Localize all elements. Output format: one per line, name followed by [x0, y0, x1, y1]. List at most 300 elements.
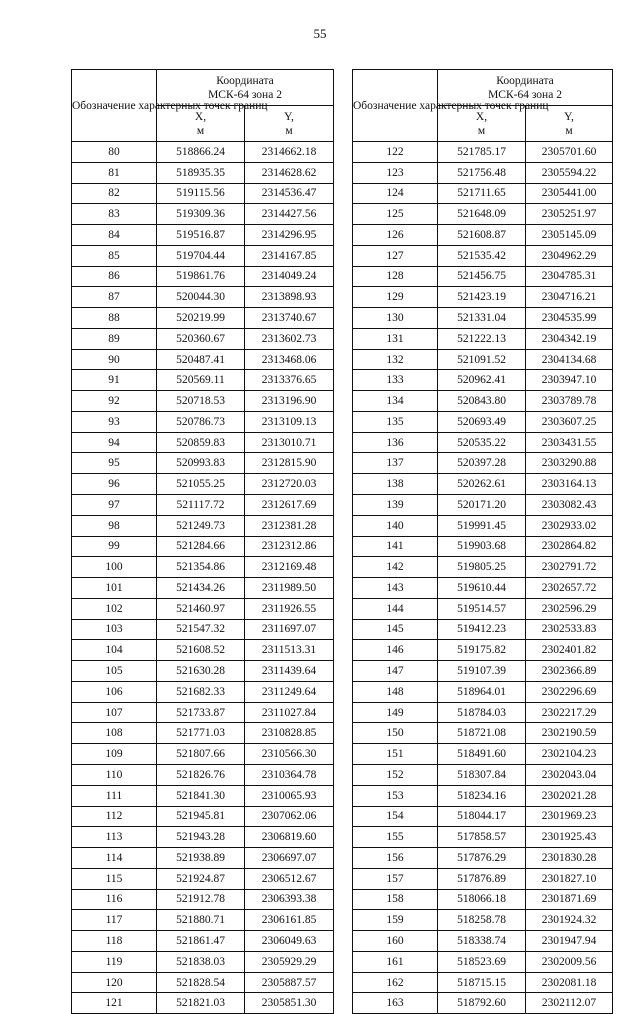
point-number-cell: 84: [72, 225, 157, 246]
x-coordinate-cell: 521354.86: [157, 557, 245, 578]
y-coordinate-cell: 2303607.25: [526, 411, 613, 432]
point-number-cell: 93: [72, 411, 157, 432]
header-label-col: Обозначение характерных точек границ: [353, 70, 438, 142]
x-coordinate-cell: 521828.54: [157, 972, 245, 993]
x-coordinate-cell: 520718.53: [157, 391, 245, 412]
y-coordinate-cell: 2311926.55: [245, 598, 334, 619]
x-coordinate-cell: 518491.60: [438, 744, 526, 765]
header-coord-system: МСК-64 зона 2: [488, 88, 562, 101]
x-coordinate-cell: 521547.32: [157, 619, 245, 640]
table-row: [72, 619, 334, 640]
table-row: [353, 432, 613, 453]
point-number-cell: 127: [353, 245, 438, 266]
table-row: [353, 142, 613, 163]
y-coordinate-cell: 2303290.88: [526, 453, 613, 474]
point-number-cell: 149: [353, 702, 438, 723]
y-coordinate-cell: 2305441.00: [526, 183, 613, 204]
y-coordinate-cell: 2302657.72: [526, 578, 613, 599]
point-number-cell: 122: [353, 142, 438, 163]
y-coordinate-cell: 2301871.69: [526, 889, 613, 910]
point-number-cell: 151: [353, 744, 438, 765]
point-number-cell: 145: [353, 619, 438, 640]
table-row: [353, 723, 613, 744]
y-coordinate-cell: 2302009.56: [526, 951, 613, 972]
point-number-cell: 118: [72, 931, 157, 952]
y-coordinate-cell: 2311989.50: [245, 578, 334, 599]
table-row: [353, 204, 613, 225]
table-row: [353, 453, 613, 474]
y-coordinate-cell: 2313010.71: [245, 432, 334, 453]
table-row: [353, 391, 613, 412]
x-coordinate-cell: 521912.78: [157, 889, 245, 910]
x-coordinate-cell: 521648.09: [438, 204, 526, 225]
y-coordinate-cell: 2312381.28: [245, 515, 334, 536]
header-label-col: Обозначение характерных точек границ: [72, 70, 157, 142]
x-coordinate-cell: 519516.87: [157, 225, 245, 246]
table-row: [72, 661, 334, 682]
y-coordinate-cell: 2302533.83: [526, 619, 613, 640]
y-coordinate-cell: 2312617.69: [245, 495, 334, 516]
point-number-cell: 133: [353, 370, 438, 391]
y-coordinate-cell: 2303164.13: [526, 474, 613, 495]
x-coordinate-cell: 519107.39: [438, 661, 526, 682]
point-number-cell: 154: [353, 806, 438, 827]
point-number-cell: 121: [72, 993, 157, 1014]
y-coordinate-cell: 2301969.23: [526, 806, 613, 827]
table-row: [353, 702, 613, 723]
table-row: [72, 432, 334, 453]
table-row: [353, 744, 613, 765]
table-row: [72, 495, 334, 516]
point-number-cell: 105: [72, 661, 157, 682]
y-coordinate-cell: 2302366.89: [526, 661, 613, 682]
y-coordinate-cell: 2313898.93: [245, 287, 334, 308]
point-number-cell: 124: [353, 183, 438, 204]
y-coordinate-cell: 2305251.97: [526, 204, 613, 225]
table-row: [72, 142, 334, 163]
point-number-cell: 156: [353, 848, 438, 869]
x-coordinate-cell: 521938.89: [157, 848, 245, 869]
y-coordinate-cell: 2314427.56: [245, 204, 334, 225]
y-coordinate-cell: 2307062.06: [245, 806, 334, 827]
y-coordinate-cell: 2306819.60: [245, 827, 334, 848]
header-y-label: Y,: [284, 110, 294, 123]
point-number-cell: 128: [353, 266, 438, 287]
y-coordinate-cell: 2302190.59: [526, 723, 613, 744]
x-coordinate-cell: 521055.25: [157, 474, 245, 495]
x-coordinate-cell: 520569.11: [157, 370, 245, 391]
x-coordinate-cell: 520171.20: [438, 495, 526, 516]
table-row: [72, 640, 334, 661]
table-row: [353, 578, 613, 599]
x-coordinate-cell: 520262.61: [438, 474, 526, 495]
table-row: [353, 557, 613, 578]
y-coordinate-cell: 2311513.31: [245, 640, 334, 661]
table-row: [353, 681, 613, 702]
table-row: [353, 868, 613, 889]
y-coordinate-cell: 2304342.19: [526, 328, 613, 349]
point-number-cell: 143: [353, 578, 438, 599]
table-row: [353, 245, 613, 266]
y-coordinate-cell: 2304134.68: [526, 349, 613, 370]
table-row: [72, 536, 334, 557]
table-row: [353, 848, 613, 869]
y-coordinate-cell: 2314628.62: [245, 162, 334, 183]
table-row: [353, 266, 613, 287]
y-coordinate-cell: 2302296.69: [526, 681, 613, 702]
y-coordinate-cell: 2312720.03: [245, 474, 334, 495]
point-number-cell: 115: [72, 868, 157, 889]
y-coordinate-cell: 2312815.90: [245, 453, 334, 474]
point-number-cell: 86: [72, 266, 157, 287]
y-coordinate-cell: 2302401.82: [526, 640, 613, 661]
y-coordinate-cell: 2306049.63: [245, 931, 334, 952]
point-number-cell: 80: [72, 142, 157, 163]
header-coord-title: Координата: [216, 74, 274, 87]
y-coordinate-cell: 2314536.47: [245, 183, 334, 204]
table-row: [353, 951, 613, 972]
table-row: [72, 474, 334, 495]
point-number-cell: 142: [353, 557, 438, 578]
x-coordinate-cell: 521785.17: [438, 142, 526, 163]
point-number-cell: 106: [72, 681, 157, 702]
x-coordinate-cell: 520360.67: [157, 328, 245, 349]
x-coordinate-cell: 521331.04: [438, 308, 526, 329]
table-row: [353, 827, 613, 848]
point-number-cell: 138: [353, 474, 438, 495]
y-coordinate-cell: 2306161.85: [245, 910, 334, 931]
x-coordinate-cell: 521608.87: [438, 225, 526, 246]
x-coordinate-cell: 520044.30: [157, 287, 245, 308]
table-row: [353, 993, 613, 1014]
y-coordinate-cell: 2304716.21: [526, 287, 613, 308]
x-coordinate-cell: 518935.35: [157, 162, 245, 183]
x-coordinate-cell: 520487.41: [157, 349, 245, 370]
x-coordinate-cell: 521630.28: [157, 661, 245, 682]
point-number-cell: 162: [353, 972, 438, 993]
x-coordinate-cell: 518044.17: [438, 806, 526, 827]
y-coordinate-cell: 2305929.29: [245, 951, 334, 972]
table-row: [72, 723, 334, 744]
x-coordinate-cell: 521733.87: [157, 702, 245, 723]
y-coordinate-cell: 2306393.38: [245, 889, 334, 910]
x-coordinate-cell: 518338.74: [438, 931, 526, 952]
table-row: [353, 183, 613, 204]
y-coordinate-cell: 2304785.31: [526, 266, 613, 287]
y-coordinate-cell: 2314049.24: [245, 266, 334, 287]
table-row: [72, 889, 334, 910]
x-coordinate-cell: 520693.49: [438, 411, 526, 432]
y-coordinate-cell: 2302104.23: [526, 744, 613, 765]
table-row: [72, 598, 334, 619]
header-x-label: X,: [194, 110, 207, 123]
table-row: [72, 453, 334, 474]
point-number-cell: 155: [353, 827, 438, 848]
y-coordinate-cell: 2311697.07: [245, 619, 334, 640]
y-coordinate-cell: 2310828.85: [245, 723, 334, 744]
y-coordinate-cell: 2312312.86: [245, 536, 334, 557]
x-coordinate-cell: 520993.83: [157, 453, 245, 474]
table-body-left: [72, 142, 334, 1014]
x-coordinate-cell: 518715.15: [438, 972, 526, 993]
header-x-unit: м: [477, 124, 486, 137]
table-row: [72, 183, 334, 204]
point-number-cell: 140: [353, 515, 438, 536]
x-coordinate-cell: 520786.73: [157, 411, 245, 432]
header-coord-title: Координата: [496, 74, 554, 87]
x-coordinate-cell: 520859.83: [157, 432, 245, 453]
point-number-cell: 116: [72, 889, 157, 910]
header-coord-system: МСК-64 зона 2: [208, 88, 282, 101]
x-coordinate-cell: 519514.57: [438, 598, 526, 619]
x-coordinate-cell: 521249.73: [157, 515, 245, 536]
y-coordinate-cell: 2313602.73: [245, 328, 334, 349]
table-row: [353, 515, 613, 536]
table-row: [72, 245, 334, 266]
page-number: 55: [313, 26, 327, 41]
table-row: [353, 308, 613, 329]
point-number-cell: 117: [72, 910, 157, 931]
x-coordinate-cell: 519903.68: [438, 536, 526, 557]
table-row: [353, 474, 613, 495]
point-number-cell: 126: [353, 225, 438, 246]
x-coordinate-cell: 521821.03: [157, 993, 245, 1014]
x-coordinate-cell: 519861.76: [157, 266, 245, 287]
point-number-cell: 135: [353, 411, 438, 432]
point-number-cell: 161: [353, 951, 438, 972]
y-coordinate-cell: 2302864.82: [526, 536, 613, 557]
x-coordinate-cell: 520535.22: [438, 432, 526, 453]
point-number-cell: 148: [353, 681, 438, 702]
table-row: [72, 910, 334, 931]
y-coordinate-cell: 2302021.28: [526, 785, 613, 806]
y-coordinate-cell: 2303082.43: [526, 495, 613, 516]
x-coordinate-cell: 521284.66: [157, 536, 245, 557]
point-number-cell: 134: [353, 391, 438, 412]
x-coordinate-cell: 518964.01: [438, 681, 526, 702]
table-row: [353, 640, 613, 661]
table-row: [72, 308, 334, 329]
x-coordinate-cell: 521608.52: [157, 640, 245, 661]
coordinates-table-left: [71, 69, 334, 1014]
y-coordinate-cell: 2311249.64: [245, 681, 334, 702]
x-coordinate-cell: 521880.71: [157, 910, 245, 931]
y-coordinate-cell: 2310566.30: [245, 744, 334, 765]
x-coordinate-cell: 521711.65: [438, 183, 526, 204]
header-x-label: X,: [475, 110, 488, 123]
x-coordinate-cell: 520219.99: [157, 308, 245, 329]
y-coordinate-cell: 2302043.04: [526, 764, 613, 785]
header-y-label: Y,: [564, 110, 574, 123]
table-row: [72, 972, 334, 993]
table-row: [353, 328, 613, 349]
point-number-cell: 158: [353, 889, 438, 910]
x-coordinate-cell: 519412.23: [438, 619, 526, 640]
x-coordinate-cell: 518784.03: [438, 702, 526, 723]
point-number-cell: 83: [72, 204, 157, 225]
table-row: [72, 827, 334, 848]
point-number-cell: 147: [353, 661, 438, 682]
point-number-cell: 129: [353, 287, 438, 308]
y-coordinate-cell: 2301924.32: [526, 910, 613, 931]
point-number-cell: 153: [353, 785, 438, 806]
point-number-cell: 96: [72, 474, 157, 495]
table-row: [353, 931, 613, 952]
point-number-cell: 146: [353, 640, 438, 661]
y-coordinate-cell: 2314296.95: [245, 225, 334, 246]
y-coordinate-cell: 2311027.84: [245, 702, 334, 723]
y-coordinate-cell: 2306697.07: [245, 848, 334, 869]
x-coordinate-cell: 518258.78: [438, 910, 526, 931]
x-coordinate-cell: 519805.25: [438, 557, 526, 578]
y-coordinate-cell: 2314662.18: [245, 142, 334, 163]
y-coordinate-cell: 2302791.72: [526, 557, 613, 578]
table-row: [353, 661, 613, 682]
point-number-cell: 81: [72, 162, 157, 183]
table-row: [72, 287, 334, 308]
y-coordinate-cell: 2305701.60: [526, 142, 613, 163]
y-coordinate-cell: 2304962.29: [526, 245, 613, 266]
x-coordinate-cell: 521943.28: [157, 827, 245, 848]
y-coordinate-cell: 2313468.06: [245, 349, 334, 370]
table-row: [72, 764, 334, 785]
x-coordinate-cell: 521945.81: [157, 806, 245, 827]
y-coordinate-cell: 2310065.93: [245, 785, 334, 806]
point-number-cell: 150: [353, 723, 438, 744]
point-number-cell: 113: [72, 827, 157, 848]
y-coordinate-cell: 2303431.55: [526, 432, 613, 453]
y-coordinate-cell: 2313196.90: [245, 391, 334, 412]
table-row: [72, 162, 334, 183]
y-coordinate-cell: 2305887.57: [245, 972, 334, 993]
y-coordinate-cell: 2302217.29: [526, 702, 613, 723]
point-number-cell: 87: [72, 287, 157, 308]
point-number-cell: 144: [353, 598, 438, 619]
x-coordinate-cell: 520843.80: [438, 391, 526, 412]
x-coordinate-cell: 517876.89: [438, 868, 526, 889]
point-number-cell: 94: [72, 432, 157, 453]
point-number-cell: 139: [353, 495, 438, 516]
x-coordinate-cell: 521434.26: [157, 578, 245, 599]
point-number-cell: 97: [72, 495, 157, 516]
table-row: [353, 764, 613, 785]
point-number-cell: 99: [72, 536, 157, 557]
table-body-right: [353, 142, 613, 1014]
x-coordinate-cell: 518792.60: [438, 993, 526, 1014]
point-number-cell: 160: [353, 931, 438, 952]
x-coordinate-cell: 521117.72: [157, 495, 245, 516]
point-number-cell: 111: [72, 785, 157, 806]
point-number-cell: 107: [72, 702, 157, 723]
y-coordinate-cell: 2306512.67: [245, 868, 334, 889]
table-row: [72, 951, 334, 972]
point-number-cell: 159: [353, 910, 438, 931]
table-row: [72, 868, 334, 889]
y-coordinate-cell: 2312169.48: [245, 557, 334, 578]
table-row: [353, 889, 613, 910]
point-number-cell: 91: [72, 370, 157, 391]
x-coordinate-cell: 517876.29: [438, 848, 526, 869]
x-coordinate-cell: 521771.03: [157, 723, 245, 744]
table-row: [72, 681, 334, 702]
header-y-unit: м: [285, 124, 293, 137]
table-row: [353, 806, 613, 827]
x-coordinate-cell: 518234.16: [438, 785, 526, 806]
point-number-cell: 92: [72, 391, 157, 412]
table-row: [72, 370, 334, 391]
point-number-cell: 157: [353, 868, 438, 889]
point-number-cell: 89: [72, 328, 157, 349]
y-coordinate-cell: 2313376.65: [245, 370, 334, 391]
table-row: [353, 536, 613, 557]
table-row: [353, 411, 613, 432]
table-row: [72, 557, 334, 578]
y-coordinate-cell: 2310364.78: [245, 764, 334, 785]
point-number-cell: 130: [353, 308, 438, 329]
point-number-cell: 132: [353, 349, 438, 370]
point-number-cell: 88: [72, 308, 157, 329]
point-number-cell: 119: [72, 951, 157, 972]
coordinates-table-right: [352, 69, 613, 1014]
table-row: [353, 598, 613, 619]
table-row: [72, 515, 334, 536]
point-number-cell: 120: [72, 972, 157, 993]
point-number-cell: 112: [72, 806, 157, 827]
point-number-cell: 98: [72, 515, 157, 536]
y-coordinate-cell: 2311439.64: [245, 661, 334, 682]
table-row: [353, 287, 613, 308]
table-row: [72, 578, 334, 599]
point-number-cell: 101: [72, 578, 157, 599]
point-number-cell: 95: [72, 453, 157, 474]
point-number-cell: 110: [72, 764, 157, 785]
x-coordinate-cell: 520962.41: [438, 370, 526, 391]
x-coordinate-cell: 520397.28: [438, 453, 526, 474]
table-row: [72, 744, 334, 765]
x-coordinate-cell: 518307.84: [438, 764, 526, 785]
point-number-cell: 90: [72, 349, 157, 370]
y-coordinate-cell: 2302933.02: [526, 515, 613, 536]
point-number-cell: 108: [72, 723, 157, 744]
point-number-cell: 109: [72, 744, 157, 765]
table-row: [72, 702, 334, 723]
x-coordinate-cell: 521222.13: [438, 328, 526, 349]
x-coordinate-cell: 519991.45: [438, 515, 526, 536]
table-row: [353, 619, 613, 640]
table-row: [72, 349, 334, 370]
y-coordinate-cell: 2302112.07: [526, 993, 613, 1014]
x-coordinate-cell: 521924.87: [157, 868, 245, 889]
table-row: [353, 225, 613, 246]
x-coordinate-cell: 521535.42: [438, 245, 526, 266]
x-coordinate-cell: 521460.97: [157, 598, 245, 619]
table-row: [353, 162, 613, 183]
point-number-cell: 85: [72, 245, 157, 266]
x-coordinate-cell: 519115.56: [157, 183, 245, 204]
point-number-cell: 100: [72, 557, 157, 578]
y-coordinate-cell: 2313109.13: [245, 411, 334, 432]
y-coordinate-cell: 2303789.78: [526, 391, 613, 412]
table-row: [353, 972, 613, 993]
table-row: [72, 391, 334, 412]
table-row: [72, 328, 334, 349]
y-coordinate-cell: 2305594.22: [526, 162, 613, 183]
x-coordinate-cell: 521861.47: [157, 931, 245, 952]
point-number-cell: 104: [72, 640, 157, 661]
x-coordinate-cell: 521091.52: [438, 349, 526, 370]
table-row: [72, 225, 334, 246]
x-coordinate-cell: 519309.36: [157, 204, 245, 225]
